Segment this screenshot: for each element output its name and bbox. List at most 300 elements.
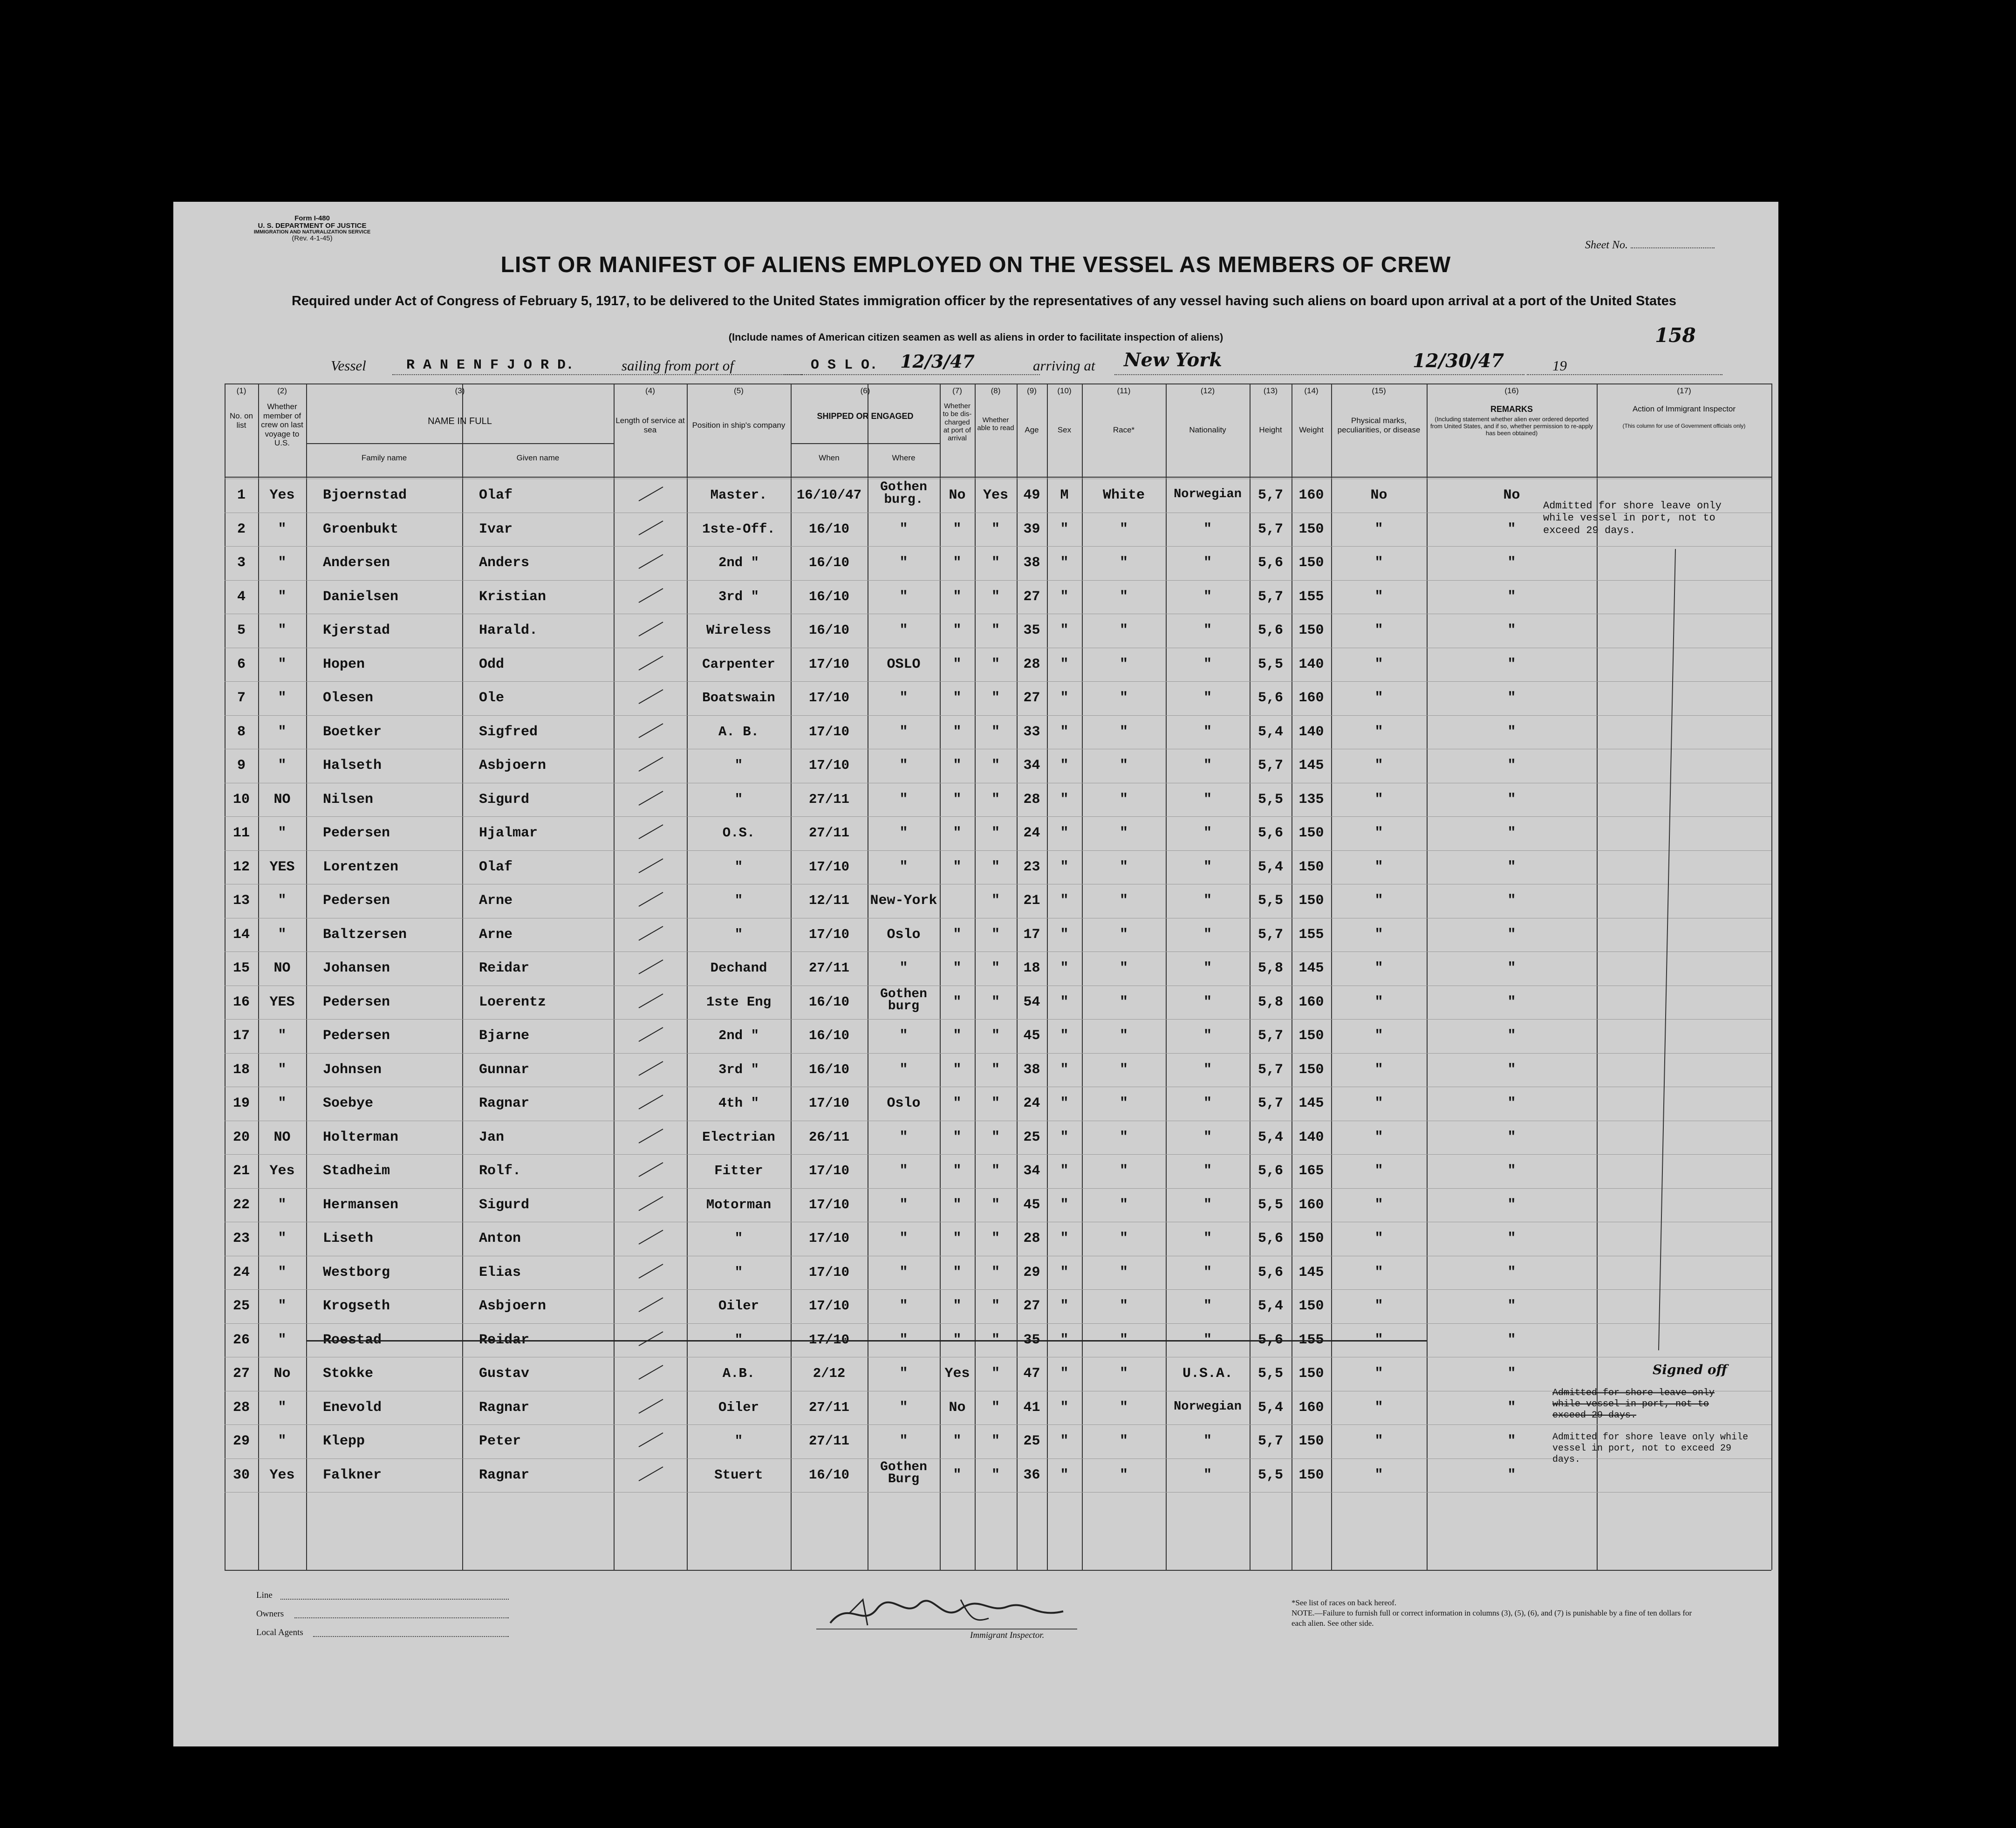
cell-no: 12 <box>232 859 250 875</box>
cell-member: " <box>278 521 287 537</box>
cell-remarks: " <box>1507 623 1516 638</box>
cell-given: Olaf <box>479 859 513 875</box>
cell-given: Reidar <box>479 960 530 976</box>
cell-family: Westborg <box>323 1264 390 1280</box>
cell-weight: 145 <box>1298 1264 1324 1280</box>
cell-age: 29 <box>1023 1264 1040 1280</box>
page-title: LIST OR MANIFEST OF ALIENS EMPLOYED ON THE VESSEL AS MEMBERS OF CREW <box>500 253 1451 277</box>
cell-weight: 160 <box>1298 994 1324 1010</box>
cell-member: " <box>278 623 287 638</box>
cell-remarks: " <box>1507 825 1516 841</box>
cell-disch: " <box>953 1231 962 1246</box>
cell-no: 11 <box>232 825 250 841</box>
cell-read: " <box>991 1197 1000 1213</box>
cell-no: 8 <box>237 724 246 740</box>
cell-weight: 155 <box>1298 1332 1324 1348</box>
cell-disch: " <box>953 1028 962 1044</box>
cell-marks: " <box>1374 1399 1383 1416</box>
cell-remarks: " <box>1507 1197 1516 1213</box>
cell-age: 47 <box>1023 1366 1040 1382</box>
column-number: (9) <box>1027 386 1037 395</box>
manifest-footer <box>173 1590 1778 1739</box>
agents-label: Local Agents <box>256 1628 303 1637</box>
cell-given: Anders <box>479 555 530 571</box>
cell-position: " <box>734 926 743 942</box>
cell-read: " <box>991 758 1000 774</box>
cell-marks: " <box>1374 656 1383 672</box>
cell-disch: " <box>953 1264 962 1280</box>
cell-no: 13 <box>232 893 250 909</box>
cell-disch: " <box>953 1129 962 1145</box>
cell-family: Roestad <box>323 1332 382 1348</box>
column-number: (6) <box>860 386 870 395</box>
revision: (Rev. 4-1-45) <box>292 234 333 243</box>
cell-age: 24 <box>1023 825 1040 841</box>
cell-height: 5,7 <box>1257 758 1283 774</box>
cell-family: Pedersen <box>323 825 390 841</box>
cell-race: White <box>1102 487 1145 503</box>
inspector-signature <box>821 1590 1082 1637</box>
cell-remarks: " <box>1507 1129 1516 1145</box>
cell-sex: " <box>1060 791 1069 808</box>
cell-weight: 165 <box>1298 1163 1324 1179</box>
cell-position: " <box>734 1433 743 1449</box>
cell-family: Baltzersen <box>323 926 407 943</box>
cell-age: 35 <box>1023 623 1040 638</box>
cell-read: " <box>991 1298 1000 1314</box>
column-number: (4) <box>645 386 655 395</box>
arrival-port: New York <box>1124 349 1222 371</box>
cell-nat: " <box>1203 893 1212 909</box>
cell-sex: " <box>1060 1366 1069 1382</box>
cell-age: 27 <box>1023 1298 1040 1314</box>
check-mark <box>639 791 663 806</box>
cell-given: Kristian <box>479 589 547 605</box>
cell-read: " <box>991 555 1000 571</box>
cell-no: 23 <box>232 1231 250 1246</box>
cell-when: 16/10 <box>808 589 849 604</box>
cell-when: 27/11 <box>808 1433 849 1449</box>
cell-race: " <box>1119 1129 1128 1145</box>
cell-remarks: " <box>1507 724 1516 740</box>
check-mark <box>639 1264 663 1279</box>
cell-read: " <box>991 859 1000 875</box>
cell-when: 16/10 <box>808 1028 849 1043</box>
cell-race: " <box>1119 1061 1128 1078</box>
cell-nat: " <box>1203 926 1212 943</box>
cell-age: 35 <box>1023 1332 1040 1348</box>
cell-weight: 140 <box>1298 1129 1324 1145</box>
cell-family: Johnsen <box>323 1061 382 1078</box>
cell-weight: 150 <box>1298 1298 1324 1314</box>
cell-where: " <box>899 555 908 571</box>
cell-marks: " <box>1374 859 1383 875</box>
cell-family: Enevold <box>323 1399 382 1416</box>
cell-where: " <box>899 758 908 774</box>
cell-height: 5,4 <box>1257 1129 1283 1145</box>
cell-read: " <box>991 1061 1000 1078</box>
cell-weight: 150 <box>1298 521 1324 537</box>
cell-marks: " <box>1374 1095 1383 1111</box>
cell-height: 5,7 <box>1257 589 1283 605</box>
cell-disch: " <box>953 1433 962 1449</box>
cell-family: Bjoernstad <box>323 487 407 503</box>
column-number: (3) <box>455 386 465 395</box>
cell-when: 17/10 <box>808 859 849 875</box>
cell-weight: 135 <box>1298 791 1324 808</box>
cell-position: Boatswain <box>702 690 775 705</box>
cell-nat: " <box>1203 960 1212 976</box>
cell-given: Bjarne <box>479 1028 530 1044</box>
cell-position: 3rd " <box>718 589 759 604</box>
check-mark <box>639 1027 663 1042</box>
cell-position: 1ste-Off. <box>702 521 775 537</box>
cell-sex: M <box>1060 487 1069 503</box>
cell-race: " <box>1119 1433 1128 1449</box>
cell-family: Soebye <box>323 1095 374 1111</box>
column-number: (1) <box>236 386 246 395</box>
cell-nat: " <box>1203 1433 1212 1449</box>
cell-family: Danielsen <box>323 589 399 605</box>
cell-where: " <box>899 859 908 875</box>
cell-marks: " <box>1374 623 1383 638</box>
cell-weight: 140 <box>1298 656 1324 672</box>
cell-remarks: No <box>1503 487 1520 503</box>
cell-member: YES <box>269 994 295 1010</box>
cell-nat: " <box>1203 1028 1212 1044</box>
cell-age: 49 <box>1023 487 1040 503</box>
cell-where: " <box>899 521 908 537</box>
cell-sex: " <box>1060 1095 1069 1111</box>
cell-nat: " <box>1203 589 1212 605</box>
cell-height: 5,6 <box>1257 1163 1283 1179</box>
cell-given: Hjalmar <box>479 825 538 841</box>
year-label: 19 <box>1552 357 1567 374</box>
cell-member: " <box>278 758 287 774</box>
cell-marks: " <box>1374 960 1383 976</box>
check-mark <box>639 926 663 941</box>
cell-given: Reidar <box>479 1332 530 1348</box>
cell-family: Krogseth <box>323 1298 390 1314</box>
cell-nat: " <box>1203 1129 1212 1145</box>
cell-age: 28 <box>1023 791 1040 808</box>
cell-no: 3 <box>237 555 246 571</box>
cell-nat: " <box>1203 1061 1212 1078</box>
column-number: (17) <box>1677 386 1691 395</box>
cell-position: 3rd " <box>718 1061 759 1077</box>
cell-marks: " <box>1374 758 1383 774</box>
cell-age: 25 <box>1023 1433 1040 1449</box>
cell-marks: " <box>1374 1163 1383 1179</box>
cell-height: 5,7 <box>1257 521 1283 537</box>
cell-where: Gothen burg <box>880 986 927 1014</box>
cell-nat: " <box>1203 994 1212 1010</box>
cell-when: 17/10 <box>808 926 849 942</box>
row-strikethrough <box>306 1340 1427 1342</box>
cell-remarks: " <box>1507 1433 1516 1449</box>
cell-marks: " <box>1374 1028 1383 1044</box>
column-number: (10) <box>1057 386 1072 395</box>
cell-given: Sigurd <box>479 1197 530 1213</box>
cell-marks: " <box>1374 1231 1383 1246</box>
cell-when: 17/10 <box>808 1264 849 1280</box>
cell-when: 16/10 <box>808 623 849 638</box>
cell-height: 5,6 <box>1257 1264 1283 1280</box>
cell-family: Groenbukt <box>323 521 399 537</box>
cell-height: 5,6 <box>1257 690 1283 706</box>
column-header-length: Length of service at sea <box>615 416 685 434</box>
check-mark <box>639 1399 663 1414</box>
owners-label: Owners <box>256 1609 284 1619</box>
column-number: (2) <box>277 386 287 395</box>
cell-when: 12/11 <box>808 893 849 908</box>
column-header-family: Family name <box>361 453 407 462</box>
cell-remarks: " <box>1507 791 1516 808</box>
cell-age: 25 <box>1023 1129 1040 1145</box>
cell-position: A. B. <box>718 724 759 739</box>
cell-race: " <box>1119 791 1128 808</box>
cell-sex: " <box>1060 724 1069 740</box>
cell-marks: " <box>1374 555 1383 571</box>
cell-race: " <box>1119 1298 1128 1314</box>
cell-family: Stokke <box>323 1366 374 1382</box>
cell-sex: " <box>1060 589 1069 605</box>
fine-note: NOTE.—Failure to furnish full or correct information in columns (3), (5), (6), and (7) is punishable by a fine of ten dollars for each alien. See other side. <box>1292 1609 1692 1628</box>
cell-disch: No <box>949 1399 966 1416</box>
cell-weight: 150 <box>1298 1366 1324 1382</box>
cell-height: 5,5 <box>1257 893 1283 909</box>
check-mark <box>639 892 663 907</box>
cell-read: " <box>991 960 1000 976</box>
cell-family: Liseth <box>323 1231 374 1246</box>
cell-nat: " <box>1203 1298 1212 1314</box>
check-mark <box>639 1365 663 1380</box>
cell-marks: " <box>1374 893 1383 909</box>
cell-position: Oiler <box>718 1399 759 1415</box>
cell-age: 28 <box>1023 1231 1040 1246</box>
cell-where: New-York <box>870 893 937 909</box>
cell-read: " <box>991 623 1000 638</box>
sheet-label: Sheet No. <box>1585 239 1628 251</box>
cell-age: 28 <box>1023 656 1040 672</box>
cell-family: Holterman <box>323 1129 399 1145</box>
cell-position: Wireless <box>706 623 772 638</box>
cell-read: " <box>991 724 1000 740</box>
cell-sex: " <box>1060 893 1069 909</box>
cell-nat: " <box>1203 1467 1212 1483</box>
cell-race: " <box>1119 825 1128 841</box>
cell-nat: " <box>1203 1095 1212 1111</box>
cell-sex: " <box>1060 623 1069 638</box>
cell-disch: " <box>953 1095 962 1111</box>
cell-position: " <box>734 1332 743 1348</box>
cell-sex: " <box>1060 758 1069 774</box>
cell-when: 17/10 <box>808 1163 849 1178</box>
cell-given: Peter <box>479 1433 521 1449</box>
check-mark <box>639 1331 663 1346</box>
cell-disch: " <box>953 555 962 571</box>
cell-height: 5,8 <box>1257 960 1283 976</box>
cell-member: " <box>278 1399 287 1416</box>
cell-no: 27 <box>232 1366 250 1382</box>
cell-age: 45 <box>1023 1197 1040 1213</box>
cell-member: " <box>278 926 287 943</box>
cell-height: 5,5 <box>1257 656 1283 672</box>
cell-disch: " <box>953 825 962 841</box>
cell-weight: 150 <box>1298 859 1324 875</box>
cell-member: " <box>278 589 287 605</box>
cell-where: " <box>899 791 908 808</box>
cell-when: 26/11 <box>808 1129 849 1145</box>
cell-no: 5 <box>237 623 246 638</box>
cell-position: 2nd " <box>718 555 759 570</box>
cell-age: 39 <box>1023 521 1040 537</box>
cell-member: " <box>278 1298 287 1314</box>
cell-nat: " <box>1203 1332 1212 1348</box>
cell-member: " <box>278 1197 287 1213</box>
column-header-action: Action of Immigrant Inspector <box>1632 404 1736 413</box>
check-mark <box>639 554 663 569</box>
cell-disch: " <box>953 690 962 706</box>
cell-marks: " <box>1374 1298 1383 1314</box>
cell-age: 41 <box>1023 1399 1040 1416</box>
cell-disch: " <box>953 791 962 808</box>
check-mark <box>639 1095 663 1109</box>
cell-remarks: " <box>1507 1163 1516 1179</box>
cell-age: 45 <box>1023 1028 1040 1044</box>
cell-height: 5,7 <box>1257 1061 1283 1078</box>
cell-family: Pedersen <box>323 1028 390 1044</box>
cell-family: Hopen <box>323 656 365 672</box>
cell-height: 5,7 <box>1257 1028 1283 1044</box>
cell-weight: 160 <box>1298 690 1324 706</box>
cell-no: 25 <box>232 1298 250 1314</box>
cell-remarks: " <box>1507 656 1516 672</box>
cell-member: " <box>278 1433 287 1449</box>
cell-weight: 140 <box>1298 724 1324 740</box>
cell-given: Olaf <box>479 487 513 503</box>
column-header-no: No. on list <box>229 411 253 430</box>
cell-family: Johansen <box>323 960 390 976</box>
cell-position: Stuert <box>714 1467 763 1483</box>
cell-no: 6 <box>237 656 246 672</box>
cell-read: " <box>991 1332 1000 1348</box>
cell-race: " <box>1119 758 1128 774</box>
cell-weight: 160 <box>1298 487 1324 503</box>
cell-family: Pedersen <box>323 994 390 1010</box>
cell-marks: " <box>1374 1197 1383 1213</box>
cell-given: Jan <box>479 1129 505 1145</box>
cell-position: " <box>734 893 743 908</box>
cell-age: 21 <box>1023 893 1040 909</box>
race-note: *See list of races on back hereof. <box>1292 1598 1397 1607</box>
cell-disch: " <box>953 1332 962 1348</box>
line-label: Line <box>256 1590 273 1600</box>
check-mark <box>639 1297 663 1312</box>
column-number: (11) <box>1117 386 1131 395</box>
cell-disch: Yes <box>944 1366 970 1382</box>
cell-when: 16/10 <box>808 555 849 570</box>
cell-where: Gothen burg. <box>880 480 927 507</box>
cell-member: NO <box>273 791 291 808</box>
vessel-name: R A N E N F J O R D. <box>406 357 574 373</box>
cell-disch: " <box>953 758 962 774</box>
cell-when: 27/11 <box>808 825 849 841</box>
cell-where: " <box>899 960 908 976</box>
cell-age: 33 <box>1023 724 1040 740</box>
cell-member: " <box>278 1095 287 1111</box>
cell-sex: " <box>1060 1298 1069 1314</box>
cell-weight: 150 <box>1298 1433 1324 1449</box>
cell-disch: " <box>953 960 962 976</box>
cell-weight: 160 <box>1298 1197 1324 1213</box>
cell-no: 15 <box>232 960 250 976</box>
cell-height: 5,4 <box>1257 859 1283 875</box>
cell-weight: 150 <box>1298 1231 1324 1246</box>
cell-race: " <box>1119 1467 1128 1483</box>
cell-sex: " <box>1060 521 1069 537</box>
cell-read: " <box>991 893 1000 909</box>
cell-height: 5,7 <box>1257 487 1283 503</box>
cell-disch: " <box>953 724 962 740</box>
page-subtitle: Required under Act of Congress of February 5, 1917, to be delivered to the United States immigration officer by the representatives of any vessel having such aliens on board upon arrival at a port of the United States <box>291 294 1677 308</box>
cell-given: Odd <box>479 656 505 672</box>
cell-where: Oslo <box>887 926 921 943</box>
cell-age: 27 <box>1023 589 1040 605</box>
cell-position: Master. <box>710 487 767 503</box>
cell-given: Ragnar <box>479 1095 530 1111</box>
cell-when: 17/10 <box>808 690 849 705</box>
cell-no: 20 <box>232 1129 250 1145</box>
cell-marks: " <box>1374 926 1383 943</box>
cell-given: Anton <box>479 1231 521 1246</box>
column-number: (15) <box>1372 386 1386 395</box>
cell-race: " <box>1119 1332 1128 1348</box>
check-mark <box>639 1129 663 1143</box>
cell-nat: " <box>1203 1231 1212 1246</box>
cell-sex: " <box>1060 960 1069 976</box>
cell-family: Halseth <box>323 758 382 774</box>
cell-remarks: " <box>1507 960 1516 976</box>
check-mark <box>639 1466 663 1481</box>
cell-nat: " <box>1203 555 1212 571</box>
cell-read: " <box>991 1264 1000 1280</box>
cell-race: " <box>1119 724 1128 740</box>
cell-nat: " <box>1203 521 1212 537</box>
cell-position: " <box>734 758 743 773</box>
cell-remarks: " <box>1507 926 1516 943</box>
cell-no: 26 <box>232 1332 250 1348</box>
cell-given: Ole <box>479 690 505 706</box>
cell-when: 27/11 <box>808 1399 849 1415</box>
column-header-marks: Physical marks, peculiarities, or disease <box>1337 416 1421 434</box>
cell-sex: " <box>1060 1332 1069 1348</box>
cell-read: " <box>991 1399 1000 1416</box>
cell-when: 27/11 <box>808 960 849 976</box>
column-header-given: Given name <box>516 453 560 462</box>
cell-where: " <box>899 1028 908 1044</box>
column-header-when: When <box>819 453 840 462</box>
cell-race: " <box>1119 1399 1128 1416</box>
cell-position: Oiler <box>718 1298 759 1314</box>
cell-where: " <box>899 1231 908 1246</box>
cell-where: " <box>899 623 908 638</box>
column-header-member: Whether member of crew on last voyage to U.S. <box>261 402 303 448</box>
cell-remarks: " <box>1507 1061 1516 1078</box>
cell-race: " <box>1119 690 1128 706</box>
cell-when: 2/12 <box>813 1366 846 1381</box>
cell-no: 28 <box>232 1399 250 1416</box>
